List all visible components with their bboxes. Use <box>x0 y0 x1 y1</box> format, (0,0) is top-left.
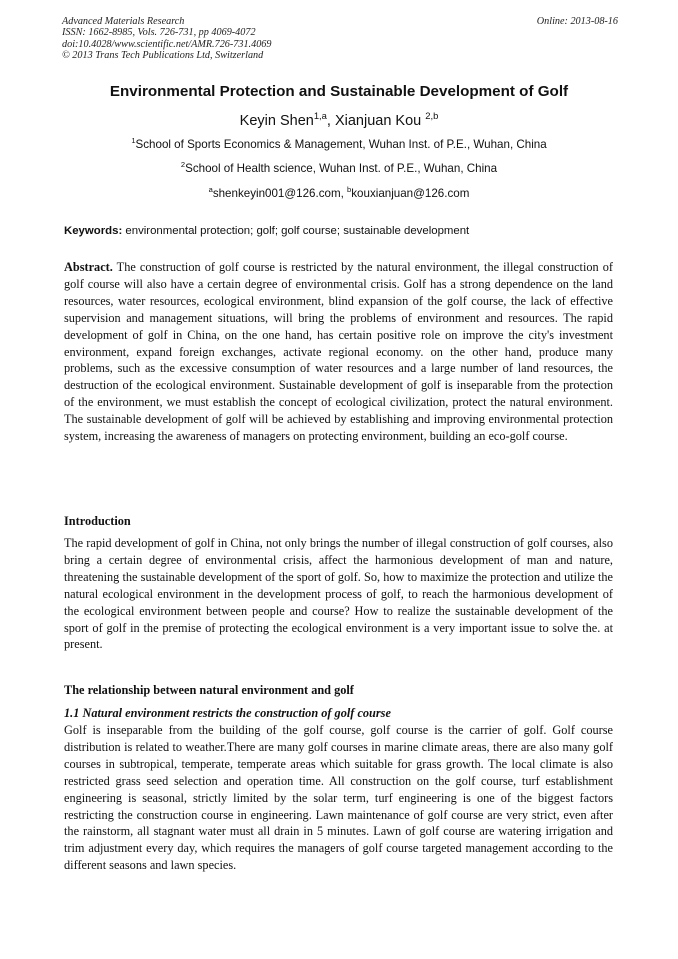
abstract-text: The construction of golf course is restricted by the natural environment, the illegal construction of golf course will also have a certain degree of environmental crisis. Golf has a strong dependence on the land resources, water resources, ecological environment, blind expansion of the golf course, the lack of effective supervision and management situations, will bring the problems of environment and resources. The rapid development of golf in China, on the one hand, has certain positive role on improve the city's investment environment, expand foreign exchanges, activate regional economy. on the other hand, produce many problems, such as the excessive consumption of water resources and a large number of land resources, the destruction of the ecological environment. Sustainable development of golf is inseparable from the protection of the environment, we must establish the concept of ecological civilization, protect the natural environment. The sustainable development of golf will be achieved by establishing and improving environmental protection system, increasing the awareness of managers on protecting environment, building an eco-golf course. <box>64 260 613 444</box>
section-1-1-text: Golf is inseparable from the building of the golf course, golf course is the carrier of golf. Golf course distribution is related to weather.There are many golf courses in marine climate areas, there are also many golf courses in subtropical, temperate, temperate areas which suitable for grass growth. The local climate is also restricted grass seed selection and operation time. All construction on the golf course, turf establishment engineering is seasonal, strictly limited by the solar term, turf engineering is one of the biggest factors restricting the construction course in engineering. Lawn maintenance of golf course are very strict, even after the rainstorm, all stagnant water must all drain in 5 minutes. Lawn of golf course are watering irrigation and trim adjustment every day, which requires the managers of golf course targeted management according to the different seasons and lawn species. <box>64 723 613 873</box>
keywords-label: Keywords: <box>64 225 123 237</box>
affiliation-2-text: School of Health science, Wuhan Inst. of P.E., Wuhan, China <box>185 162 498 175</box>
email-b: kouxianjuan@126.com <box>351 187 470 200</box>
doi-line: doi:10.4028/www.scientific.net/AMR.726-731.4069 <box>62 38 272 50</box>
copyright-line: © 2013 Trans Tech Publications Ltd, Switzerland <box>62 49 264 61</box>
affiliation-1-text: School of Sports Economics & Management, Wuhan Inst. of P.E., Wuhan, China <box>135 138 547 151</box>
abstract <box>64 259 613 445</box>
affiliation-1 <box>62 138 616 152</box>
email-a-superscript: a <box>208 185 213 195</box>
issn-line: ISSN: 1662-8985, Vols. 726-731, pp 4069-4072 <box>62 27 256 39</box>
affiliation-1-superscript: 1 <box>131 136 136 146</box>
paper-title: Environmental Protection and Sustainable Development of Golf <box>109 83 569 100</box>
online-date: Online: 2013-08-16 <box>536 16 618 27</box>
email-line <box>62 187 616 201</box>
author-2-superscript: 2,b <box>425 110 439 122</box>
email-a: shenkeyin001@126.com, <box>212 187 348 200</box>
section-1-heading: The relationship between natural environment and golf <box>64 683 354 697</box>
author-1-superscript: 1,a <box>313 110 327 122</box>
section-1-1-subheading: 1.1 Natural environment restricts the construction of golf course <box>64 706 391 720</box>
introduction-text: The rapid development of golf in China, not only brings the number of illegal construction of golf courses, also bring a certain degree of environmental crisis, affect the harmonious development of man and nature, threatening the sustainable development of the sport of golf. So, how to maximize the protection and utilize the natural ecological environment in the development process of golf, to reach the harmonious development of the ecological environment between people and course? How to realize the sustainable development of the sport of golf in the premise of protecting the ecological environment is a very important issue to solve the. at present. <box>64 536 613 652</box>
journal-header <box>62 16 618 61</box>
keywords-text: environmental protection; golf; golf course; sustainable development <box>122 225 470 237</box>
affiliation-2-superscript: 2 <box>180 160 186 170</box>
journal-name: Advanced Materials Research <box>62 16 185 27</box>
introduction-heading: Introduction <box>64 514 131 528</box>
author-2: Xianjuan Kou <box>334 113 426 129</box>
author-separator: , <box>326 113 335 129</box>
email-b-superscript: b <box>347 185 352 195</box>
author-line <box>62 112 616 130</box>
author-1: Keyin Shen <box>239 113 314 129</box>
affiliation-2 <box>62 162 616 176</box>
keywords <box>64 224 618 238</box>
abstract-label: Abstract. <box>64 260 113 274</box>
